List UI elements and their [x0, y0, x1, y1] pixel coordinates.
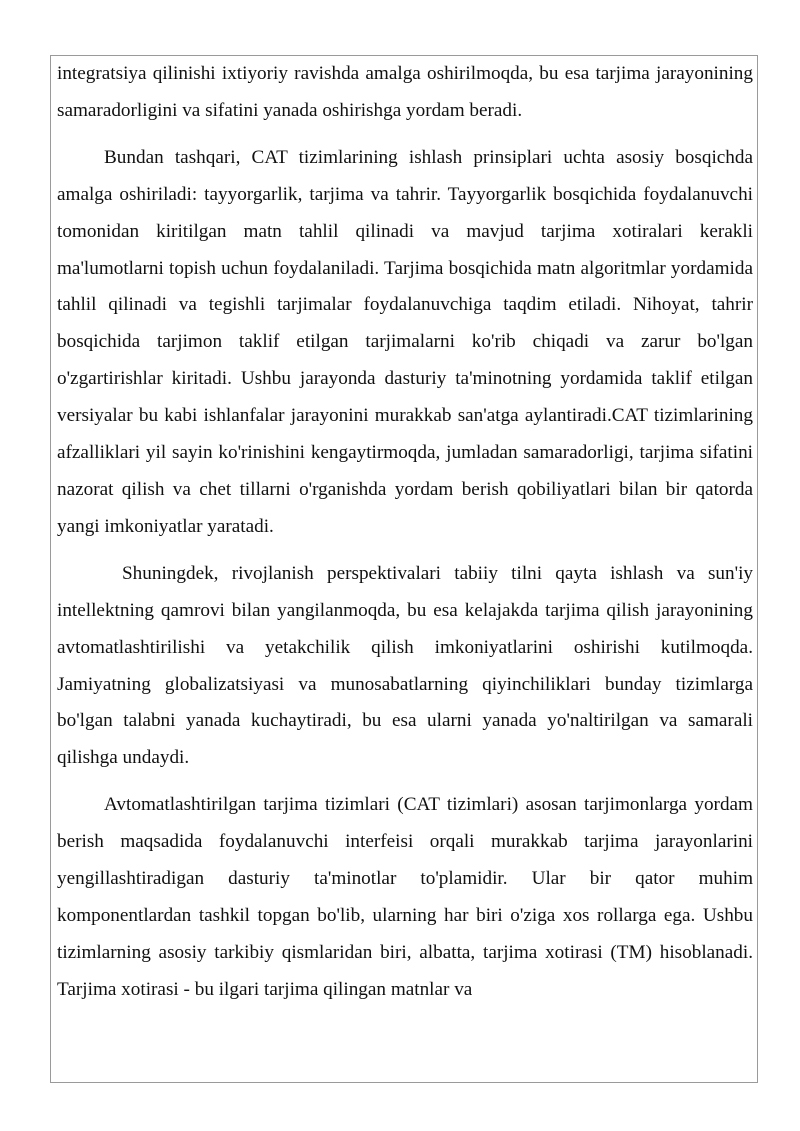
paragraph-cat-components: Avtomatlashtirilgan tarjima tizimlari (CAT tizimlari) asosan tarjimonlarga yordam berish maqsadida foydalanuvchi interfeisi orqali murakkab tarjima jarayonlarini yengillashtiradigan dasturiy ta'minotlar to'plamidir. Ular bir qator muhim komponentlardan tashkil topgan bo'lib, ularning har biri o'ziga xos rollarga ega. Ushbu tizimlarning asosiy tarkibiy qismlaridan biri, albatta, tarjima xotirasi (TM) hisoblanadi. Tarjima xotirasi - bu ilgari tarjima qilingan matnlar va	[57, 794, 753, 1000]
paragraph-cat-stages: Bundan tashqari, CAT tizimlarining ishlash prinsiplari uchta asosiy bosqichda amalga oshiriladi: tayyorgarlik, tarjima va tahrir. Tayyorgarlik bosqichida foydalanuvchi tomonidan kiritilgan matn tahlil qilinadi va mavjud tarjima xotiralari kerakli ma'lumotlarni topish uchun foydalaniladi. Tarjima bosqichida matn algoritmlar yordamida tahlil qilinadi va tegishli tarjimalar foydalanuvchiga taqdim etiladi. Nihoyat, tahrir bosqichida tarjimon taklif etilgan tarjimalarni ko'rib chiqadi va zarur bo'lgan o'zgartirishlar kiritadi. Ushbu jarayonda dasturiy ta'minotning yordamida taklif etilgan versiyalar bu kabi ishlanfalar jarayonini murakkab san'atga aylantiradi.CAT tizimlarining afzalliklari yil sayin ko'rinishini kengaytirmoqda, jumladan samaradorligi, tarjima sifatini nazorat qilish va chet tillarni o'rganishda yordam berish qobiliyatlari bilan bir qatorda yangi imkoniyatlar yaratadi.	[57, 146, 753, 537]
document-body	[57, 56, 753, 1009]
paragraph-perspectives: Shuningdek, rivojlanish perspektivalari tabiiy tilni qayta ishlash va sun'iy intellektning qamrovi bilan yangilanmoqda, bu esa kelajakda tarjima qilish jarayonining avtomatlashtirilishi va yetakchilik qilish imkoniyatlarini oshirishi kutilmoqda. Jamiyatning globalizatsiyasi va munosabatlarning qiyinchiliklari bunday tizimlarga bo'lgan talabni yanada kuchaytiradi, bu esa ularni yanada yo'naltirilgan va samarali qilishga undaydi.	[57, 562, 753, 769]
paragraph-continued: integratsiya qilinishi ixtiyoriy ravishda amalga oshirilmoqda, bu esa tarjima jarayonining samaradorligini va sifatini yanada oshirishga yordam beradi.	[57, 63, 753, 121]
